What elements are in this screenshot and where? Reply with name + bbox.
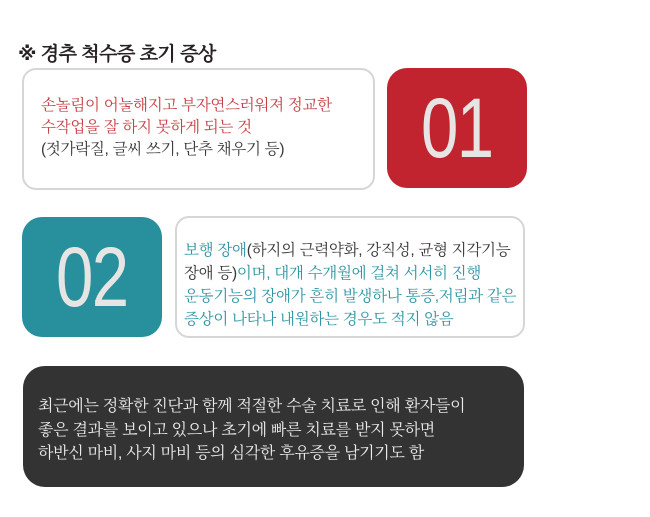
note-line2: 좋은 결과를 보이고 있으나 초기에 빠른 치료를 받지 못하면 <box>38 421 435 439</box>
step2-line2 <box>184 262 515 285</box>
step2-line2-dark: 장애 등) <box>184 265 237 282</box>
step1-line1: 손놀림이 어눌해지고 부자연스러워져 정교한 <box>41 97 332 114</box>
note-line3: 하반신 마비, 사지 마비 등의 심각한 후유증을 남기기도 함 <box>38 445 424 462</box>
step1-number-badge <box>387 68 527 188</box>
summary-note-text <box>38 395 514 466</box>
step2-description <box>184 239 515 331</box>
step2-line1-rest: (하지의 근력약화, 강직성, 균형 지각기능 <box>246 242 511 259</box>
step2-line4: 증상이 나타나 내원하는 경우도 적지 않음 <box>184 311 454 328</box>
step1-line3: (젓가락질, 글씨 쓰기, 단추 채우기 등) <box>41 141 285 158</box>
step2-line3: 운동기능의 장애가 흔히 발생하나 통증,저림과 같은 <box>184 288 517 305</box>
step2-number: 02 <box>56 230 128 324</box>
step2-line2-highlight: 이며, 대개 수개월에 걸쳐 서서히 진행 <box>236 265 482 282</box>
step2-line1 <box>184 239 515 262</box>
step1-description <box>41 95 359 161</box>
step1-number: 01 <box>421 81 493 175</box>
note-line1: 최근에는 정확한 진단과 함께 적절한 수술 치료로 인해 환자들이 <box>38 398 466 415</box>
step2-line1-highlight: 보행 장애 <box>184 242 247 259</box>
summary-note-panel <box>23 366 524 487</box>
step2-number-badge <box>22 217 162 337</box>
page-title: ※ 경추 척수증 초기 증상 <box>18 43 216 65</box>
step1-line2: 수작업을 잘 하지 못하게 되는 것 <box>41 119 252 136</box>
step2-text-panel <box>175 216 525 338</box>
step1-text-panel <box>22 68 375 190</box>
